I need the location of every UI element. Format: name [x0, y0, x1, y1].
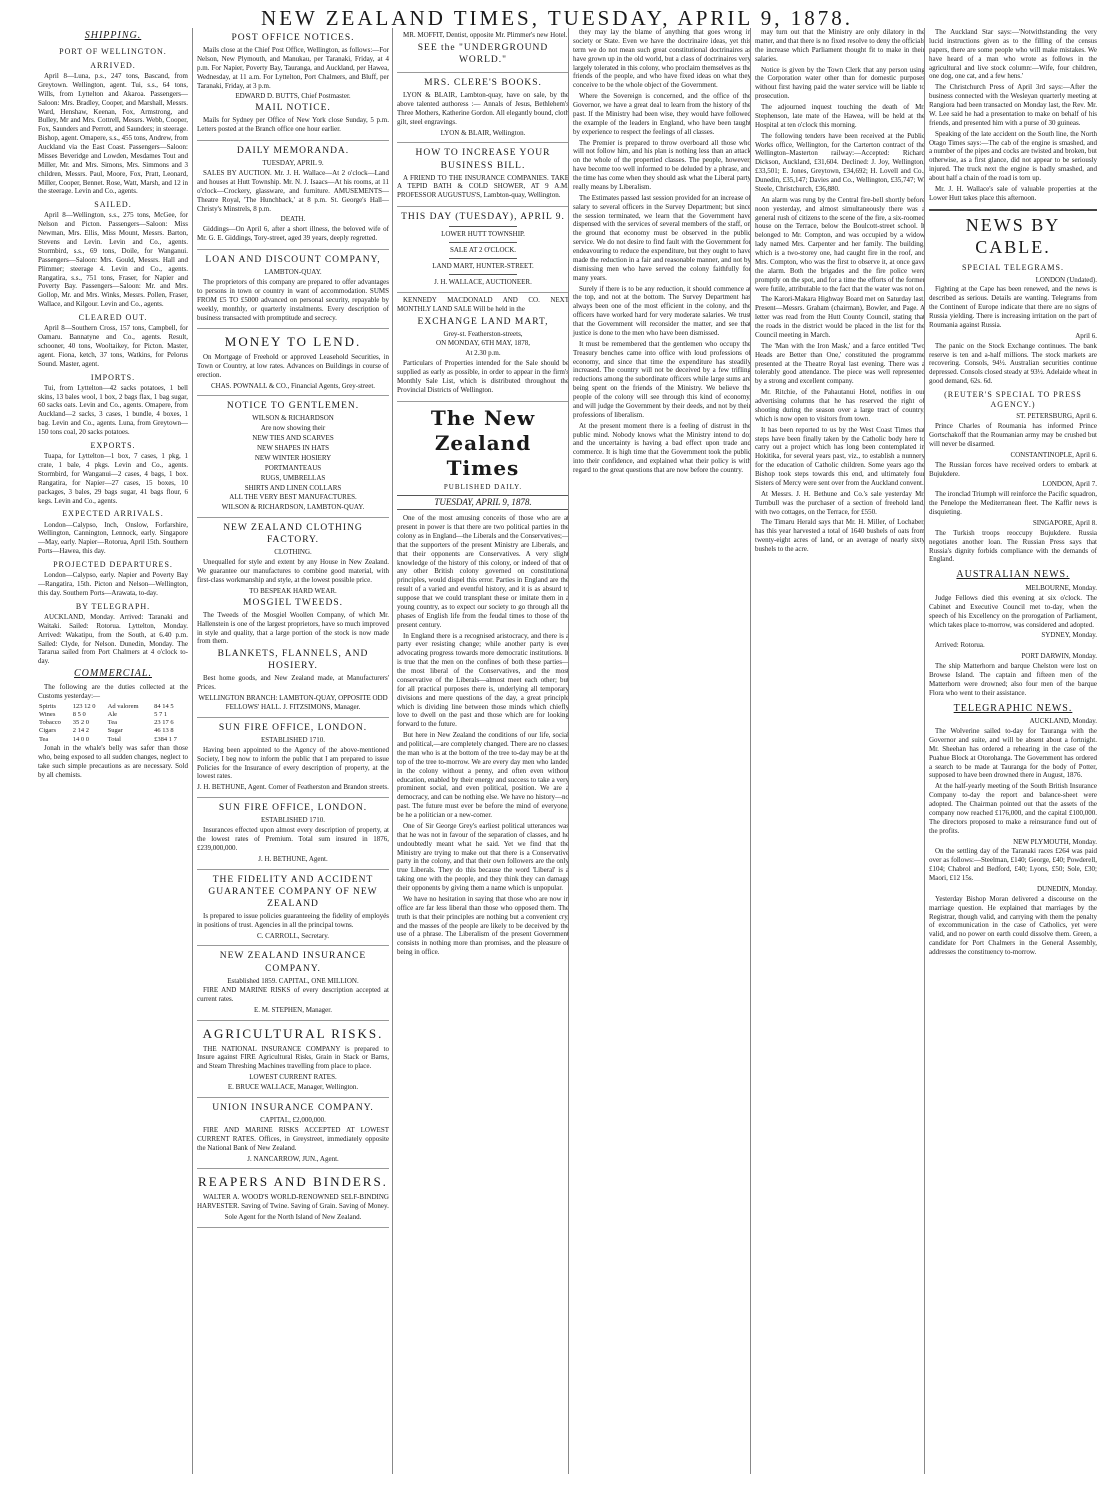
nzins-sign: E. M. STEPHEN, Manager.	[254, 1006, 332, 1015]
exports-text: Tuapa, for Lyttelton—1 box, 7 cases, 1 pkg, 1 crate, 1 bale, 4 pkgs. Levin and Co., agents. Stormbird, for Wanganui—2 cases, 4 bags, 1 box. Rangatira, for Napier—27 cases, 15 boxes, 10 packages, 3 bales, 29 bags sugar, 41 bags flour, 6 kegs. Levin and Co., agents.	[38, 452, 188, 505]
agri-sign: E. BRUCE WALLACE, Manager, Wellington.	[227, 1083, 359, 1092]
commercial-intro: The following are the duties collected at the Customs yesterday:—	[38, 682, 188, 700]
agri-text: THE NATIONAL INSURANCE COMPANY is prepared to Insure against FIRE Agricultural Risks, Grain in Stack or Barns, and Steam Threshing Machines travelling from place to place.	[197, 1044, 389, 1071]
projected-head: PROJECTED DEPARTURES.	[53, 560, 173, 570]
cable-paragraph: Judge Fellows died this evening at six o'clock. The Cabinet and Executive Council met to-day, when the speech of his Excellency on the prorogation of Parliament, which takes place to-morrow, was considered and adopted.	[929, 593, 1097, 629]
table-cell: Tea	[107, 719, 117, 727]
clothing-ad	[197, 518, 389, 718]
blankets-title: BLANKETS, FLANNELS, AND HOSIERY.	[217, 649, 369, 672]
agri-rates: LOWEST CURRENT RATES.	[249, 1073, 337, 1082]
hutt-sale-ad	[397, 207, 569, 293]
exports-head: EXPORTS.	[90, 440, 136, 450]
clere-sign: LYON & BLAIR, Wellington.	[440, 128, 526, 137]
table-cell: 35 2 0	[72, 719, 89, 727]
sunfire1-sub: ESTABLISHED 1710.	[261, 735, 325, 744]
sale-title: THIS DAY (TUESDAY), APRIL 9.	[401, 212, 565, 223]
post-office-sign: EDWARD D. BUTTS, Chief Postmaster.	[235, 92, 351, 101]
sunfire2-sub: ESTABLISHED 1710.	[261, 816, 325, 825]
dateline: AUCKLAND, Monday.	[1029, 717, 1097, 726]
news-paragraph: Mr. Ritchie, of the Pahautanui Hotel, notifies in our advertising columns that he has reserved the right of shooting during the season over a large tract of country, which is now open to visitors from town.	[755, 388, 925, 423]
sunfire1-title: SUN FIRE OFFICE, LONDON.	[218, 722, 368, 733]
telegraph-text: AUCKLAND, Monday. Arrived: Taranaki and Waitaki. Sailed: Rotorua. Lyttelton, Monday. Arrived: Wakatipu, from the South, at 6.40 p.m. Sailed: Clyde, for Nelson. Dunedin, Monday. The Tararua sailed from Port Chalmers at 4 o'clock to-day.	[38, 612, 188, 666]
table-row	[38, 703, 188, 711]
cable-paragraph: The Turkish troops reoccupy Bujukdere. Russia negotiates another loan. The Russian Press says that Russia's dignity forbids compliance with the demands of England.	[929, 528, 1097, 564]
commercial-note: Jonah in the whale's belly was safer than those who, being exposed to all sudden changes, neglect to take such simple precautions as are necessary. Sold by all chemists.	[38, 743, 188, 779]
expected-text: London—Calypso, Inch, Onslow, Forfarshire, Wellington, Cannington, Lennock, early. Singapore—May, early. Napier—Rotorua, April 15th. Southern Ports—Hawea, this day.	[38, 520, 188, 556]
dateline: NEW PLYMOUTH, Monday.	[1013, 837, 1097, 846]
leader-paragraph: One of the most amusing conceits of those who are at present in power is that there are two political parties in the colony as in England—the Liberals and the Conservatives;—that the supporters of the present Ministry are Liberals, and that their opponents are Conservatives. A very slight knowledge of the history of this colony, or indeed of that of any other British colony governed on constitutional principles, would dispel this error. Parties in England are the result of a varied and eventful history, and it is as absurd to suppose that we could transplant these or imitate them in a young country, as to expect our society to go through all the phases of English life from the feudal times to those of the present century.	[397, 514, 569, 629]
news-paragraph: The Timaru Herald says that Mr. H. Miller, of Lochaber, has this year harvested a total of 1640 bushels of oats from twenty-eight acres of land, or an average of nearly sixty bushels to the acre.	[755, 518, 925, 553]
editorial-paragraph: Where the Sovereign is concerned, and the office of the Governor, we have a great deal to learn from the history of the past. If the Ministry had been wise, they would have followed the example of the leaders in England, who have been taught by experience to respect the feelings of all classes.	[573, 92, 751, 136]
money-ad	[197, 329, 389, 396]
reuters-head: (REUTER'S SPECIAL TO PRESS AGENCY.)	[944, 390, 1082, 410]
mail-notice-title: MAIL NOTICE.	[255, 103, 331, 114]
customs-table	[38, 703, 188, 744]
masthead: NEW ZEALAND TIMES, TUESDAY, APRIL 9, 1878.	[261, 6, 853, 30]
table-cell: Ad valorem	[107, 702, 139, 710]
mail-notice-text: Mails for Sydney per Office of New York close Sunday, 5 p.m. Letters posted at the Branch office one hour earlier.	[197, 116, 389, 134]
sailed-text: April 8—Wellington, s.s., 275 tons, McGee, for Nelson and Picton. Passengers—Saloon: Miss Newman, Mrs. Ellis, Miss Mount, Messrs. Barton, Stevens and Levin. Levin and Co., agents. Stormbird, s.s., 69 tons, Doile, for Wanganui. Passengers—Saloon: Mrs. Gould, Messrs. Hall and Plimmer; steerage 4. Levin and Co., agents. Rangatira, s.s., 751 tons, Fraser, for Napier and Poverty Bay. Passengers—Saloon: Mr. and Mrs. Gollop, Mr. and Mrs. Winks, Messrs. Pollen, Fraser, Wallace, and Kilgour. Levin and Co., agents.	[38, 211, 188, 309]
sunfire1-sign: J. H. BETHUNE, Agent. Corner of Featherston and Brandon streets.	[197, 783, 389, 792]
gentlemen-title: NOTICE TO GENTLEMEN.	[226, 401, 360, 412]
table-cell: Wines	[39, 710, 56, 718]
leader-paragraph: In England there is a recognised aristocracy, and there is a party ever resisting change; while another party is ever advocating progress towards more democratic institutions. It is true that the men on the confines of both these parties—the most liberal of the Conservatives, and the most conservative of the Liberals—almost meet each other; but for all practical purposes there is, underlying all temporary divisions and mere questions of the day, a great principle which is dividing line between those minds which chiefly love to dwell on the past and those which are for looking forward to the future.	[397, 631, 569, 729]
commercial-title: COMMERCIAL.	[74, 668, 152, 680]
imports-head: IMPORTS.	[90, 372, 136, 382]
cable-paragraph: The Russian forces have received orders to embark at Bujukdere.	[929, 460, 1097, 478]
list-item: LOWER HUTT TOWNSHIP.	[441, 230, 525, 239]
news-paragraph: An alarm was rung by the Central fire-bell shortly before noon yesterday, and almost simultaneously there was a general rush of citizens to the scene of the fire, a six-roomed house on the Terrace, below the Boulcott-street school. It belonged to Mr. Compton, and was occupied by a widow lady named Mrs. Carpenter and her family. The building, which is a two-storey one, had caught fire in the roof, and Mrs. Compton, who was the first to observe it, at once gave the alarm. Both the brigades and the fire police were promptly on the spot, and for a time the efforts of the former were futile, attributable to the fact that the water was not on.	[755, 195, 925, 293]
union-text: FIRE AND MARINE RISKS ACCEPTED AT LOWEST CURRENT RATES. Offices, in Greystreet, immediately opposite the National Bank of New Zealand.	[197, 1125, 389, 1152]
cable-subtitle: SPECIAL TELEGRAMS.	[961, 263, 1064, 273]
kennedy-text: KENNEDY MACDONALD AND CO. NEXT MONTHLY LAND SALE Will be held in the	[397, 295, 569, 313]
cable-paragraph: At the half-yearly meeting of the South British Insurance Company to-day the report and balance-sheet were adopted. The Chairman pointed out that the assets of the company now reached £176,000, and the capital £100,000. The directors proposed to make a reinsurance fund out of the profits.	[929, 782, 1097, 835]
leader-paragraph: But here in New Zealand the conditions of our life, social and political,—are completely changed. There are no classes: the man who is at the bottom of the tree to-day may be at the top of the tree to-morrow. We are every day men who landed in the colony without a penny, and often even without education, enabled by their energy and success to take a very prominent social, and even political, position. We are a democracy, and can be nothing else. We have no history—no past. The future must ever be before the mind of everyone, be he a politician or a new-comer.	[397, 731, 569, 820]
list-item: ON MONDAY, 6TH MAY, 1878,	[436, 339, 530, 348]
moffit-ad	[397, 28, 569, 73]
cable-title: NEWS BY CABLE.	[929, 209, 1097, 260]
nzins-title: NEW ZEALAND INSURANCE COMPANY.	[219, 951, 367, 974]
news-paragraph: The Auckland Star says:—'Notwithstanding the very lucid instructions given as to the filling of the census papers, there are some people who will make mistakes. We have heard of a man who wrote as follows in the agricultural and live stock column:—Wife, four children, one dog, one cat, and a few hens.'	[929, 28, 1097, 81]
page-columns	[38, 28, 1097, 1474]
money-title: MONEY TO LEND.	[224, 334, 362, 350]
editorial-paragraph: It must be remembered that the gentlemen who occupy the Treasury benches came into office with loud professions of economy, and since that time the expenditure has steadily increased. The country will not be deceived by a few trifling reductions among the subordinate officers while large sums are being spent on the friends of the Ministry. We believe the people of the colony will see through this kind of economy, and will judge the Government by their deeds, and not by their professions of liberalism.	[573, 339, 751, 419]
news-paragraph: may turn out that the Ministry are only dilatory in the matter, and that there is no fixed resolve to deny the officials the increase which Parliament thought fit to make in their salaries.	[755, 28, 925, 63]
howto-ad	[397, 143, 569, 207]
agri-title: AGRICULTURAL RISKS.	[202, 1026, 384, 1042]
telegraphic-news-title: TELEGRAPHIC NEWS.	[953, 702, 1073, 714]
editorial-paragraph: At the present moment there is a feeling of distrust in the public mind. Nobody knows what the Ministry intend to do; and the uncertainty is having a bad effect upon trade and commerce. It is high time that the Government took the public into their confidence, and explained what their policy is with regard to the great questions that are now before the country.	[573, 421, 751, 474]
dateline: SINGAPORE, April 8.	[1032, 518, 1097, 527]
divider	[449, 274, 518, 275]
union-title: UNION INSURANCE COMPANY.	[212, 1102, 374, 1113]
table-cell: Ale	[107, 710, 118, 718]
editorial-paragraph: they may lay the blame of anything that goes wrong in society or State. Even we have the doctrinaire ideas, yet this term we do not mean such great constitutional doctrinaires as have grown up in the old world, but a class of doctrinaires very largely tolerated in this colony, who proclaim themselves as the friends of the people, and who have fixed ideas on what they conceive to be the whole object of the Government.	[573, 28, 751, 90]
news-paragraph: The 'Man with the Iron Mask,' and a farce entitled 'Two Heads are Better than One,' constituted the programme presented at the Theatre Royal last evening. There was a tolerably good attendance. The piece was well represented by a strong and excellent company.	[755, 341, 925, 386]
list-item: NEW WINTER HOSIERY	[254, 453, 332, 462]
agricultural-ad	[197, 1021, 389, 1098]
news-paragraph: Speaking of the late accident on the South line, the North Otago Times says:—The cab of the engine is smashed, and a number of the pipes and cocks are twisted and broken, but otherwise, as a first glance, did not appear to be seriously injured. The truck next the engine is badly smashed, and about half a chain of the road is torn up.	[929, 129, 1097, 182]
death-head: DEATH.	[280, 215, 306, 224]
news-paragraph: The following tenders have been received at the Public Works office, Wellington, for the Carterton contract of the Wellington–Masterton railway:—Accepted: Richard Dickson, Auckland, £31,604. Declined: J. Joy, Wellington, £33,501; E. Jones, Greytown, £34,692; H. Lovell and Co., Dunedin, £35,147; Davies and Co., Wellington, £35,747; W. Steele, Christchurch, £36,880.	[755, 131, 925, 193]
table-cell: 46 13 8	[154, 727, 174, 735]
union-ad	[197, 1098, 389, 1169]
column-leader	[392, 28, 569, 1474]
projected-text: London—Calypso, early. Napier and Poverty Bay—Rangatira, 15th. Picton and Nelson—Wellington, this day. Southern Ports—Arawata, to-day.	[38, 571, 188, 597]
table-cell: Tobacco	[39, 719, 61, 727]
dateline: MELBOURNE, Monday.	[1025, 584, 1097, 592]
paper-subtitle: PUBLISHED DAILY.	[443, 482, 523, 491]
table-cell: Tea	[39, 735, 49, 743]
leader-paragraph: We have no hesitation in saying that those who are now in office are far less liberal than those who opposed them. The truth is that their principles are nothing but a convenient cry, and the masses of the people are likely to be deceived by the use of a phrase. The Liberalism of the present Government consists in nothing more than promises, and the pleasure of being in office.	[397, 894, 569, 957]
gentlemen-sign: WILSON & RICHARDSON, LAMBTON-QUAY.	[221, 503, 365, 512]
sunfire2-text: Insurances effected upon almost every description of property, at the lowest rates of Premium. Total sum insured in 1876, £239,000,000.	[197, 826, 389, 852]
cable-paragraph: Yesterday Bishop Moran delivered a discourse on the marriage question. He explained that marriages by the Registrar, though valid, and carrying with them the penalty of excommunication in the case of Catholics, yet were valid, and no power on earth could dissolve them. Green, a candidate for Port Chalmers in the General Assembly, addresses the constituency to-morrow.	[929, 894, 1097, 957]
paper-title: The New Zealand Times	[430, 405, 536, 481]
daily-date: TUESDAY, APRIL 9.	[262, 159, 324, 168]
reapers-sign: Sole Agent for the North Island of New Zealand.	[224, 1212, 362, 1221]
kennedy-ad	[397, 293, 569, 402]
see-title: SEE the "UNDERGROUND WORLD."	[417, 42, 549, 65]
loan-text: The proprietors of this company are prepared to offer advantages to persons in town or country in want of accommodation. SUMS FROM £5 TO £5000 advanced on personal security, repayable by weekly, monthly, or quarterly instalments. Every description of business transacted with promptitude and secrecy.	[197, 278, 389, 322]
port-title: PORT OF WELLINGTON.	[59, 46, 167, 56]
dateline: LONDON, April 7.	[1042, 480, 1097, 489]
table-row	[38, 727, 188, 735]
telegraph-head: BY TELEGRAPH.	[75, 601, 151, 611]
cable-paragraph: The panic on the Stock Exchange continues. The bank reserve is ten and a-half millions. The stock markets are recovering. Consols, 94½. Australian securities continue depressed. Consols closed steady at 93½. Adelaide wheat in good demand, 62s. 6d.	[929, 341, 1097, 386]
dateline: CONSTANTINOPLE, April 6.	[1010, 450, 1097, 459]
sunfire2-sign: J. H. BETHUNE, Agent.	[258, 854, 328, 863]
cable-paragraph: Arrived: Rotorua.	[935, 641, 985, 650]
mosgiel-text: The Tweeds of the Mosgiel Woollen Company, of which Mr. Hallenstein is one of the largest proprietors, have so much improved in style and quality, that a large portion of the stock is now made from them.	[197, 610, 389, 646]
leader-paragraph: One of Sir George Grey's earliest political utterances was that he was not in favour of the separation of classes, and he undoubtedly meant what he said. Yet we find that the Ministry are trying to make out that there is a Conservative party in the colony, and that their own followers are the only true Liberals. They do this because the word 'Liberal' is a taking one with the people, and they think they can damage their opponents by giving them a name which is unpopular.	[397, 821, 569, 893]
divider	[449, 242, 518, 243]
clothing-sub: CLOTHING.	[274, 548, 312, 557]
blankets-text: Best home goods, and New Zealand made, at Manufacturers' Prices.	[197, 674, 389, 692]
daily-text: SALES BY AUCTION. Mr. J. H. Wallace—At 2 o'clock—Land and houses at Hutt Township. Mr. N. J. Isaacs—At his rooms, at 11 o'clock—Crockery, glassware, and furniture. AMUSEMENTS—Theatre Royal, 'The Hunchback,' at 8 p.m. St. George's Hall—Christy's Minstrels, 8 p.m.	[197, 169, 389, 213]
reapers-text: WALTER A. WOOD'S WORLD-RENOWNED SELF-BINDING HARVESTER. Saving of Twine. Saving of Grain. Saving of Money.	[197, 1192, 389, 1210]
list-item: Are now showing their	[260, 424, 326, 433]
howto-text: A FRIEND TO THE INSURANCE COMPANIES. TAKE A TEPID BATH & COLD SHOWER, AT 9 A.M. PROFESSOR AUGUSTUS'S, Lambton-quay, Wellington.	[397, 173, 569, 200]
editorial-paragraph: The Estimates passed last session provided for an increase of salary to several officers in the Survey Department; but since the session terminated, we learn that the Government have dispensed with the services of several members of the staff, on the ground that economy must be observed in the public service. We do not desire to find fault with the Government for endeavouring to reduce the expenditure, but they ought to have made the reduction in a fair and reasonable manner, and not by dismissing men who have served the colony faithfully for many years.	[573, 193, 751, 282]
divider	[449, 258, 518, 259]
table-cell: 23 17 6	[154, 719, 174, 727]
table-cell: 8 5 0	[72, 710, 86, 718]
dateline: PORT DARWIN, Monday.	[1021, 652, 1097, 661]
column-notices	[192, 28, 389, 1474]
news-paragraph: The adjourned inquest touching the death of Mr. Stephenson, late mate of the Hawea, will be held at the Hospital at ten o'clock this morning.	[755, 103, 925, 129]
blankets-sign: WELLINGTON BRANCH: LAMBTON-QUAY, OPPOSITE ODD FELLOWS' HALL. J. FITZSIMONS, Manager.	[198, 694, 388, 711]
death-text: Giddings—On April 6, after a short illness, the beloved wife of Mr. G. E. Giddings, Tory-street, aged 39 years, deeply regretted.	[197, 225, 389, 243]
paper-date: TUESDAY, APRIL 9, 1878.	[397, 495, 569, 510]
table-cell: Spirits	[39, 702, 56, 710]
list-item: SHIRTS AND LINEN COLLARS	[244, 483, 342, 492]
clere-text: LYON & BLAIR, Lambton-quay, have on sale, by the above talented authoress :— Annals of Jesus, Bethlehem's Three Mothers, Katherine Gordon. All elegantly bound, cloth gilt, steel engravings.	[397, 91, 569, 126]
australian-news-title: AUSTRALIAN NEWS.	[956, 569, 1070, 581]
cleared-text: April 8—Southern Cross, 157 tons, Campbell, for Oamaru. Bannatyne and Co., agents. Result, schooner, 40 tons, Wooltaikey, for Picton. Master, agent. Fiona, ketch, 37 tons, Watkins, for Pelorus Sound. Master, agent.	[38, 324, 188, 368]
list-item: SALE AT 2 O'CLOCK.	[449, 246, 517, 255]
post-office-text: Mails close at the Chief Post Office, Wellington, as follows:—For Nelson, New Plymouth, and Manukau, per Taranaki, Friday, at 4 p.m. For Napier, Poverty Bay, Tauranga, and Auckland, per Hawea, Wednesday, at 11 a.m. For Lyttelton, Port Chalmers, and Bluff, per Taranaki, Friday, at 3 p.m.	[197, 46, 389, 90]
column-cable-news	[924, 28, 1097, 1474]
list-item: Grey-st. Featherston-streets,	[443, 329, 523, 338]
divider	[449, 226, 518, 227]
money-text: On Mortgage of Freehold or approved Leasehold Securities, in Town or Country, at low rates. Advances on Buildings in course of erection.	[197, 352, 389, 379]
cable-paragraph: Prince Charles of Roumania has informed Prince Gortschakoff that the Roumanian army may be crushed but will never be disarmed.	[929, 422, 1097, 448]
daily-title: DAILY MEMORANDA.	[236, 146, 350, 157]
mosgiel-title: MOSGIEL TWEEDS.	[243, 597, 343, 608]
clothing-title: NEW ZEALAND CLOTHING FACTORY.	[223, 523, 363, 546]
fidelity-sign: C. CARROLL, Secretary.	[256, 931, 330, 940]
sun-fire-ad-1	[197, 718, 389, 798]
list-item: At 2.30 p.m.	[465, 349, 501, 358]
expected-head: EXPECTED ARRIVALS.	[62, 509, 164, 519]
gentlemen-ad	[197, 396, 389, 518]
dateline: SYDNEY, Monday.	[1041, 631, 1097, 640]
shipping-title: SHIPPING.	[84, 30, 142, 41]
cable-paragraph: On the settling day of the Taranaki races £264 was paid over as follows:—Steelman, £140; George, £40; Powderell, £104; Chabrol and Bedford, £40; Lyons, £50; Sole, £30; Maori, £12 15s.	[929, 847, 1097, 883]
table-cell: 2 14 2	[72, 727, 89, 735]
table-row	[38, 736, 188, 744]
table-row	[38, 711, 188, 719]
column-editorial	[568, 28, 751, 1474]
fidelity-text: Is prepared to issue policies guaranteeing the fidelity of employés in positions of trust. Agencies in all the principal towns.	[197, 911, 389, 929]
howto-title: HOW TO INCREASE YOUR BUSINESS BILL.	[415, 148, 551, 171]
cleared-head: CLEARED OUT.	[78, 313, 148, 323]
list-item: NEW TIES AND SCARVES	[252, 434, 334, 443]
column-local-news	[750, 28, 925, 1474]
money-sign: CHAS. POWNALL & CO., Financial Agents, Grey-street.	[210, 381, 376, 390]
gentlemen-firm: WILSON & RICHARDSON	[252, 414, 334, 423]
sunfire2-title: SUN FIRE OFFICE, LONDON.	[218, 803, 368, 814]
reapers-title: REAPERS AND BINDERS.	[198, 1174, 388, 1190]
loan-title: LOAN AND DISCOUNT COMPANY,	[205, 255, 381, 266]
nz-insurance-ad	[197, 946, 389, 1021]
table-cell: 5 7 1	[154, 710, 168, 718]
table-cell: Cigars	[39, 727, 56, 735]
nzins-text: FIRE AND MARINE RISKS of every description accepted at current rates.	[197, 986, 389, 1004]
arrived-text: April 8—Luna, p.s., 247 tons, Bascand, from Greytown. Wellington, agent. Tui, s.s., 64 tons, Wills, from Lyttelton and Akaroa. Passengers—Saloon: Mrs. Bradley, Cooper, and Marshall, Messrs. Ward, Henshaw, Keenan, Fox, Armstrong, and Bulley, Mr and Mrs. Cottrell, Messrs. Webb, Cooper, Fox, Saunders and Perrott, and Saunders; in steerage. Bishop, agent. Omapere, s.s., 455 tons, Andrew, from Auckland via the East Coast. Passengers—Saloon: Misses Beveridge and Lowden, Mesdames Tout and Miller, Mr. and Mrs. Simons, Mrs. Simmons and 3 children, Messrs. Paul, Moore, Fox, Pratt, Leonard, Miller, Cooper, Bennet. Rose, Watt, Marsh, and 12 in the steerage. Levin and Co., agents.	[38, 72, 188, 196]
news-paragraph: Mr. J. H. Wallace's sale of valuable properties at the Lower Hutt takes place this afternoon.	[929, 184, 1097, 202]
table-row	[38, 719, 188, 727]
union-sub: CAPITAL, £2,000,000.	[260, 1116, 326, 1124]
news-paragraph: Notice is given by the Town Clerk that any person using the Corporation water other than for domestic purposes without first having paid the water service will be liable to prosecution.	[755, 65, 925, 101]
cable-paragraph: The ship Matterhorn and barque Chelston were lost on Browse Island. The captain and fifteen men of the Matterhorn were drowned; also four men of the barque Flora who went to their assistance.	[929, 662, 1097, 697]
sunfire1-text: Having been appointed to the Agency of the above-mentioned Society, I beg now to inform the public that I am prepared to issue Policies for the Insurance of every description of property, at the lowest rates.	[197, 745, 389, 781]
clothing-ready: TO BESPEAK HARD WEAR.	[249, 586, 337, 595]
table-cell: 14 0 0	[72, 735, 89, 743]
loan-sub: LAMBTON-QUAY.	[264, 268, 322, 277]
dateline: DUNEDIN, Monday.	[1036, 884, 1097, 893]
list-item: LAND MART, HUNTER-STREET.	[432, 262, 534, 270]
editorial-paragraph: The Premier is prepared to throw overboard all those who will not follow him, and his plan is nothing less than an attack on the whole of the propertied classes. The people, however, have become too well informed to be deluded by a phrase, and the time has come when they should ask what the Liberal party really means by Liberalism.	[573, 138, 751, 191]
news-paragraph: It has been reported to us by the West Coast Times that steps have been finally taken by the Catholic body here to carry out a project which has long been contemplated in Hokitika, for several years past, viz., to establish a nunnery for the education of Catholic children. Some years ago the Bishop took steps towards this end, and ultimately four Sisters of Mercy were sent over from the Auckland convent.	[755, 425, 925, 487]
arrived-head: ARRIVED.	[90, 60, 136, 70]
reapers-ad	[197, 1169, 389, 1227]
list-item: NEW SHAPES IN HATS	[256, 444, 330, 453]
dateline: April 6.	[1075, 331, 1097, 340]
kennedy-note: Particulars of Properties intended for the Sale should be supplied as early as possible, in order to appear in the firm's Monthly Sale List, which is distributed throughout the Provincial Districts of Wellington.	[397, 359, 569, 394]
clere-title: MRS. CLERE'S BOOKS.	[424, 78, 542, 88]
nzins-sub: Established 1859. CAPITAL, ONE MILLION.	[227, 976, 359, 985]
kennedy-title: EXCHANGE LAND MART,	[417, 316, 549, 327]
daily-memoranda	[197, 141, 389, 250]
dateline: ST. PETERSBURG, April 6.	[1016, 412, 1097, 421]
news-paragraph: At Messrs. J. H. Bethune and Co.'s sale yesterday Mr. Turnbull was the purchaser of a section of freehold land, with two cottages, on the Terrace, for £550.	[755, 489, 925, 516]
dateline: LONDON (Undated).	[1035, 275, 1097, 284]
moffit-text: MR. MOFFIT, Dentist, opposite Mr. Plimmer's new Hotel.	[403, 31, 568, 39]
sailed-head: SAILED.	[94, 200, 132, 210]
cable-paragraph: The Wolverine sailed to-day for Tauranga with the Governor and suite, and will be absent about a fortnight. Mr. Sheehan has ordered a rehearing in the case of the Puahue Block at Otorohanga. The Government has ordered a search to be made at Tauranga for the body of Potter, supposed to have been drowned there in August, 1876.	[929, 727, 1097, 780]
list-item: PORTMANTEAUS	[264, 463, 322, 472]
clere-ad	[397, 73, 569, 143]
table-cell: 123 12 0	[72, 702, 96, 710]
loan-ad	[197, 250, 389, 329]
fidelity-ad	[197, 870, 389, 947]
cable-paragraph: Fighting at the Cape has been renewed, and the news is described as serious. Details are wanting. Telegrams from the Continent of Europe indicate that there are no signs of Russia yielding. There is increasing irritation on the part of Roumania against Russia.	[929, 285, 1097, 329]
sun-fire-ad-2	[197, 798, 389, 869]
table-cell: £384 1 7	[154, 735, 177, 743]
post-office-title: POST OFFICE NOTICES.	[231, 33, 355, 43]
table-cell: Total	[107, 735, 121, 743]
list-item: ALL THE VERY BEST MANUFACTURES.	[229, 493, 357, 502]
union-sign: J. NANCARROW, JUN., Agent.	[247, 1154, 339, 1163]
news-paragraph: The Karori-Makara Highway Board met on Saturday last. Present—Messrs. Graham (chairman), Bowler, and Page. A letter was read from the Hutt County Council, stating that the roads in the district would be placed in the list for the Council meeting in March.	[755, 295, 925, 339]
imports-text: Tui, from Lyttelton—42 sacks potatoes, 1 bell skins, 13 bales wool, 1 box, 2 bags flax, 1 bag sugar, 60 sacks oats. Levin and Co., agents. Omapere, from Auckland—2 sacks, 3 cases, 1 bundle, 4 boxes, 1 bag. Levin and Co., agents. Luna, from Greytown—150 tons coal, 20 sacks potatoes.	[38, 383, 188, 437]
cable-paragraph: The ironclad Triumph will reinforce the Pacific squadron, the Penelope the Mediterranean fleet. The Kaffir news is disquieting.	[929, 490, 1097, 517]
news-paragraph: The Christchurch Press of April 3rd says:—After the business connected with the Wesleyan quarterly meeting at Rangiora had been transacted on Monday last, the Rev. Mr. W. Lee said he had a presentation to make on behalf of his friends, and presented him with a purse of 30 guineas.	[929, 83, 1097, 127]
table-cell: Sugar	[107, 727, 123, 735]
fidelity-title: THE FIDELITY AND ACCIDENT GUARANTEE COMPANY OF NEW ZEALAND	[208, 874, 378, 909]
list-item: RUGS, UMBRELLAS	[260, 473, 326, 482]
post-office-ad	[197, 28, 389, 141]
sale-sign: J. H. WALLACE, AUCTIONEER.	[434, 277, 532, 286]
table-cell: 84 14 5	[154, 702, 174, 710]
column-shipping	[38, 28, 188, 1474]
editorial-paragraph: Surely if there is to be any reduction, it should commence at the top, and not at the bottom. The Survey Department has always been one of the most efficient in the colony, and the officers have worked hard for very moderate salaries. We trust that the Government will reconsider the matter, and see that justice is done to the men who have been dismissed.	[573, 284, 751, 337]
clothing-text: Unequalled for style and extent by any House in New Zealand. We guarantee our manufactures to combine good material, with first-class workmanship and style, at the lowest possible price.	[197, 558, 389, 584]
